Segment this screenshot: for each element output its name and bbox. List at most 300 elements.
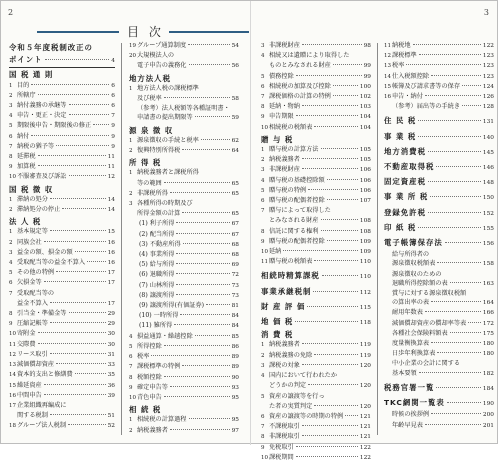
toc-entry [261, 92, 371, 102]
toc-entry-line1 [9, 289, 115, 299]
toc-subentry [129, 301, 239, 311]
entry-page: 99 [363, 63, 371, 70]
entry-title-cont: 及び税率 [137, 95, 162, 103]
toc-entry [9, 319, 115, 329]
dot-leader [182, 365, 229, 366]
dot-leader [302, 364, 358, 365]
entry-page: 4 [111, 58, 115, 65]
dot-leader [428, 181, 481, 182]
entry-number: 1 [261, 147, 265, 154]
entry-title: (8) 譲渡所得 [139, 291, 175, 299]
entry-page: 200 [482, 412, 494, 419]
entry-number: 3 [129, 201, 133, 208]
entry-number: 15 [384, 83, 391, 90]
entry-page: 85 [231, 333, 239, 340]
entry-title: 基本規定等 [17, 228, 48, 236]
dot-leader [430, 196, 481, 197]
entry-number: 1 [9, 229, 13, 236]
contents-title-bar [37, 23, 249, 37]
entry-title: 資本的支出と修繕費 [17, 371, 73, 379]
entry-page: 120 [359, 362, 371, 369]
entry-page: 12 [107, 174, 115, 181]
entry-title: 信託に関する権利 [269, 227, 319, 235]
entry-page: 120 [359, 403, 371, 410]
toc-entry-line1 [129, 168, 239, 178]
entry-page: 89 [231, 364, 239, 371]
section-heading: 国 税 徴 収 [9, 184, 54, 194]
dot-leader [314, 354, 358, 355]
dot-leader [450, 332, 481, 333]
dot-leader [462, 105, 481, 106]
dot-leader [170, 429, 230, 430]
entry-title: 受取配当等の [17, 289, 55, 297]
toc-entry [129, 41, 239, 51]
dot-leader [327, 179, 358, 180]
dot-leader [50, 322, 106, 323]
entry-page: 110 [359, 274, 371, 281]
dot-leader [44, 384, 106, 385]
entry-page: 95 [231, 417, 239, 424]
toc-entry [261, 227, 371, 237]
entry-title-cont: ものとみなされる財産 [269, 62, 331, 70]
toc-column-4 [384, 41, 494, 431]
toc-entry [9, 340, 115, 350]
entry-number: 5 [261, 393, 265, 400]
entry-page: 6 [111, 82, 115, 89]
toc-entry [261, 176, 371, 186]
entry-page: 156 [482, 241, 494, 248]
dot-leader [164, 97, 230, 98]
dot-leader [436, 166, 481, 167]
entry-title: 資産の譲渡等を行っ [269, 392, 325, 400]
page-fold [250, 1, 251, 445]
entry-title: (3) 不動産所得 [139, 240, 181, 248]
dot-leader [413, 44, 481, 45]
entry-number: 18 [9, 423, 16, 430]
toc-entry [9, 391, 115, 401]
dot-leader [151, 355, 229, 356]
entry-title: ポイント [9, 55, 43, 65]
entry-page: 16 [107, 249, 115, 256]
toc-entry [9, 111, 115, 121]
dot-leader [56, 363, 105, 364]
entry-page: 29 [107, 311, 115, 318]
entry-number: 15 [9, 382, 16, 389]
entry-title: 贈与税の特例 [269, 186, 307, 194]
entry-page: 68 [231, 252, 239, 259]
toc-entry-line2 [129, 61, 239, 71]
entry-title: 仕入税額控除 [392, 72, 430, 80]
toc-entry [384, 410, 494, 420]
entry-page: 62 [231, 137, 239, 144]
toc-section-entry [384, 160, 494, 173]
toc-entry [9, 278, 115, 288]
entry-title-cont: 益金不算入 [17, 299, 48, 307]
entry-title: 地方法人税の課税標準 [137, 84, 199, 92]
dot-leader [302, 105, 358, 106]
dot-leader [308, 384, 358, 385]
entry-title: 期限後申告・期限後の修正 [17, 122, 92, 130]
toc-entry [129, 189, 239, 199]
entry-page: 201 [482, 422, 494, 429]
entry-title: 申告・納付 [392, 93, 423, 101]
entry-number: 1 [9, 196, 13, 203]
entry-page: 164 [482, 300, 494, 307]
toc-entry [261, 186, 371, 196]
toc-entry [261, 422, 371, 432]
dot-leader [468, 322, 481, 323]
toc-entry-line2 [261, 61, 371, 71]
section-heading: 地 価 税 [261, 317, 294, 327]
entry-page: 97 [231, 427, 239, 434]
entry-page: 29 [107, 321, 115, 328]
entry-title: 加算税 [17, 163, 36, 171]
entry-title: 耐用年数表 [392, 309, 423, 317]
entry-page: 140 [482, 134, 494, 141]
entry-page: 6 [111, 92, 115, 99]
entry-title: 益金の額、損金の額 [17, 248, 73, 256]
dot-leader [307, 306, 358, 307]
entry-page: 67 [231, 231, 239, 238]
dot-leader [62, 208, 105, 209]
entry-title: 給与所得者の [392, 251, 430, 259]
dot-leader [431, 342, 481, 343]
toc-entry [9, 172, 115, 182]
toc-entry [261, 82, 371, 92]
entry-title: 納税義務者 [269, 341, 300, 349]
dot-leader [431, 301, 481, 302]
entry-page: 6 [111, 103, 115, 110]
entry-title-cont: た者の実質判定 [269, 402, 313, 410]
dot-leader [75, 251, 106, 252]
dot-leader [428, 212, 481, 213]
entry-page: 30 [107, 341, 115, 348]
title-rule-right [169, 31, 249, 33]
entry-title: 納税義務の免除 [269, 351, 313, 359]
section-heading: 令和５年度税制改正の [9, 43, 93, 52]
entry-number: 13 [384, 63, 391, 70]
toc-entry [261, 196, 371, 206]
dot-leader [164, 376, 230, 377]
entry-page: 17 [107, 280, 115, 287]
entry-page: 17 [107, 270, 115, 277]
title-rule-left [37, 31, 119, 33]
entry-page: 115 [359, 304, 371, 311]
entry-title: 圧縮記帳等 [17, 320, 48, 328]
entry-page: 39 [107, 392, 115, 399]
entry-title: 課税期間 [269, 453, 294, 461]
entry-page: 120 [359, 383, 371, 390]
entry-page: 58 [231, 96, 239, 103]
toc-subentry [129, 321, 239, 331]
entry-number: 2 [261, 352, 265, 359]
toc-subentry [129, 260, 239, 270]
entry-number: 1 [261, 342, 265, 349]
dot-leader [44, 241, 106, 242]
toc-entry-line1 [129, 84, 239, 94]
entry-title: 債務控除 [269, 72, 294, 80]
dot-leader [69, 175, 106, 176]
entry-page: 59 [231, 115, 239, 122]
entry-title: 納税地 [392, 42, 411, 49]
entry-page: 98 [363, 43, 371, 49]
entry-page: 84 [231, 313, 239, 320]
dot-leader [38, 155, 106, 156]
entry-title: 税率 [392, 62, 405, 70]
toc-entry [261, 351, 371, 361]
dot-leader [296, 115, 358, 116]
entry-title: (9) 譲渡所得(有価証券) [139, 302, 205, 310]
dot-leader [302, 168, 358, 169]
toc-entry-line2 [129, 113, 239, 123]
entry-title: 延滞税 [17, 153, 36, 161]
toc-section-entry [384, 190, 494, 203]
dot-leader [176, 222, 229, 223]
toc-entry [384, 61, 494, 71]
entry-title-cont: 申請書の提出期限等 [137, 114, 193, 122]
dot-leader [45, 59, 110, 60]
dot-leader [50, 198, 106, 199]
entry-number: 8 [261, 434, 265, 441]
entry-page: 102 [359, 94, 371, 101]
entry-title: 非課税取引 [269, 433, 300, 441]
entry-page: 146 [482, 165, 494, 172]
toc-entry [9, 350, 115, 360]
entry-number: 8 [9, 311, 13, 318]
toc-entry [384, 102, 494, 112]
section-heading: 相 続 税 [129, 405, 162, 415]
entry-number: 2 [9, 239, 13, 246]
entry-page: 52 [107, 423, 115, 430]
entry-page: 81 [231, 303, 239, 310]
entry-page: 14 [107, 207, 115, 214]
entry-title: 贈与税の配偶者控除 [269, 197, 325, 205]
toc-entry-line1 [384, 359, 494, 368]
dot-leader [189, 64, 230, 65]
dot-leader [174, 324, 229, 325]
dot-leader [176, 284, 229, 285]
entry-number: 17 [9, 402, 16, 409]
entry-page: 36 [107, 382, 115, 389]
entry-title-cont: 等の範囲 [137, 179, 162, 187]
entry-title: (10) 一時所得 [139, 312, 179, 320]
entry-number: 9 [261, 444, 265, 451]
entry-title: 減価償却資産 [17, 361, 55, 369]
toc-entry [261, 41, 371, 51]
toc-entry [261, 257, 371, 267]
entry-title: 納付 [17, 132, 30, 140]
toc-entry-line1 [261, 371, 371, 381]
entry-number: 4 [129, 333, 133, 340]
entry-title: 受取配当等の益金不算入 [17, 259, 86, 267]
toc-entry [129, 136, 239, 146]
dot-leader [321, 230, 358, 231]
dot-leader [333, 85, 358, 86]
dot-leader [313, 291, 358, 292]
toc-subentry [129, 250, 239, 260]
dot-leader [176, 273, 229, 274]
dot-leader [314, 260, 358, 261]
entry-number: 2 [9, 207, 13, 214]
toc-entry [261, 102, 371, 112]
dot-leader [50, 414, 106, 415]
dot-leader [321, 148, 358, 149]
toc-entry [384, 339, 494, 349]
dot-leader [195, 116, 230, 117]
toc-entry [9, 248, 115, 258]
entry-title: 課税標準の特例 [137, 363, 181, 371]
dot-leader [180, 314, 229, 315]
entry-title: (1) 利子所得 [139, 220, 175, 228]
toc-entry-line1 [261, 51, 371, 61]
entry-page: 33 [107, 362, 115, 369]
entry-number: 6 [261, 83, 265, 90]
entry-title: 滞納処分の停止 [17, 206, 61, 214]
entry-number: 1 [9, 82, 13, 89]
toc-entry-line2 [384, 298, 494, 308]
entry-title: 贈与によって取得した [269, 207, 331, 215]
dot-leader [164, 345, 230, 346]
toc-subentry [129, 311, 239, 321]
dot-leader [38, 94, 110, 95]
dot-leader [31, 84, 109, 85]
toc-entry [9, 132, 115, 142]
toc-entry [9, 162, 115, 172]
entry-number: 10 [9, 331, 16, 338]
entry-number: 2 [129, 190, 133, 197]
entry-title: 寄附金 [17, 330, 36, 338]
dot-leader [296, 75, 362, 76]
entry-page: 131 [482, 119, 494, 126]
entry-title: 所得控除 [137, 342, 162, 350]
left-page-number: 2 [8, 8, 14, 17]
section-heading: 印 紙 税 [384, 222, 417, 232]
entry-number: 11 [9, 341, 16, 348]
entry-page: 9 [111, 143, 115, 150]
entry-title: 贈与税の基礎控除額 [269, 176, 325, 184]
entry-title: 確定申告等 [137, 383, 168, 391]
dot-leader [170, 192, 230, 193]
entry-page: 145 [482, 149, 494, 156]
entry-number: 6 [261, 413, 265, 420]
dot-leader [176, 294, 229, 295]
toc-entry [261, 145, 371, 155]
entry-page: 93 [231, 384, 239, 391]
section-heading: 源 泉 徴 収 [129, 125, 174, 135]
entry-page: 67 [231, 221, 239, 228]
entry-page: 9 [111, 133, 115, 140]
entry-page: 180 [482, 351, 494, 358]
toc-entry [9, 205, 115, 215]
toc-entry-line2 [384, 279, 494, 289]
dot-leader [314, 126, 358, 127]
toc-entry [129, 342, 239, 352]
toc-entry [129, 332, 239, 342]
entry-title: 欠損金等 [17, 279, 42, 287]
dot-leader [436, 387, 481, 388]
section-heading: 財 産 評 価 [261, 301, 306, 311]
entry-title: 非課税財産 [269, 166, 300, 174]
entry-page: 11 [107, 164, 115, 171]
toc-entry [261, 247, 371, 257]
toc-entry-line2 [9, 299, 115, 309]
dot-leader [93, 124, 109, 125]
entry-number: 5 [261, 187, 265, 194]
section-heading: 事 業 所 税 [384, 192, 429, 202]
entry-number: 3 [9, 249, 13, 256]
entry-page: 108 [359, 218, 371, 225]
toc-entry [129, 415, 239, 425]
entry-page: 155 [482, 225, 494, 232]
entry-page: 119 [359, 352, 371, 359]
toc-section-entry [384, 236, 494, 249]
dot-leader [419, 372, 481, 373]
entry-title: 相続又は遺贈により取得した [269, 52, 350, 60]
dot-leader [182, 212, 229, 213]
dot-leader [425, 95, 481, 96]
entry-number: 10 [261, 249, 268, 256]
entry-page: 109 [359, 249, 371, 256]
section-heading: 法 人 税 [9, 217, 42, 227]
dot-leader [345, 415, 358, 416]
dot-leader [419, 54, 481, 55]
entry-number: 14 [384, 73, 391, 80]
toc-entry [9, 329, 115, 339]
entry-page: 128 [482, 104, 494, 111]
entry-page: 89 [231, 354, 239, 361]
entry-page: 158 [482, 261, 494, 268]
entry-page: 105 [359, 147, 371, 154]
toc-section-entry [261, 269, 371, 282]
entry-page: 121 [359, 424, 371, 431]
entry-page: 68 [231, 241, 239, 248]
dot-leader [333, 64, 362, 65]
toc-entry [384, 319, 494, 329]
entry-title: 申告・更正・決定 [17, 112, 67, 120]
dot-leader [164, 396, 230, 397]
entry-page: 105 [359, 157, 371, 164]
toc-entry [9, 421, 115, 431]
section-heading: 贈 与 税 [261, 134, 294, 144]
dot-leader [428, 151, 481, 152]
toc-entry [9, 227, 115, 237]
entry-page: 14 [107, 196, 115, 203]
dot-leader [302, 435, 358, 436]
entry-number: 10 [9, 174, 16, 181]
entry-title: 青色申告 [137, 393, 162, 401]
entry-page: 15 [107, 229, 115, 236]
entry-title: 賞与に対する源泉徴収税額 [392, 290, 467, 298]
section-rule [9, 67, 115, 68]
entry-page: 110 [359, 259, 371, 266]
dot-leader [38, 343, 106, 344]
dot-leader [418, 136, 481, 137]
entry-number: 2 [9, 92, 13, 99]
section-heading: 事業承継税制 [261, 286, 312, 296]
entry-number: 8 [129, 374, 133, 381]
dot-leader [418, 227, 481, 228]
toc-entry [129, 426, 239, 436]
entry-number: 7 [129, 364, 133, 371]
entry-number: 7 [261, 424, 265, 431]
dot-leader [56, 145, 109, 146]
entry-page: 54 [231, 43, 239, 49]
toc-entry [384, 421, 494, 431]
entry-page: 106 [359, 177, 371, 184]
dot-leader [44, 281, 106, 282]
section-heading: 相続時精算課税 [261, 271, 320, 281]
dot-leader [182, 149, 229, 150]
